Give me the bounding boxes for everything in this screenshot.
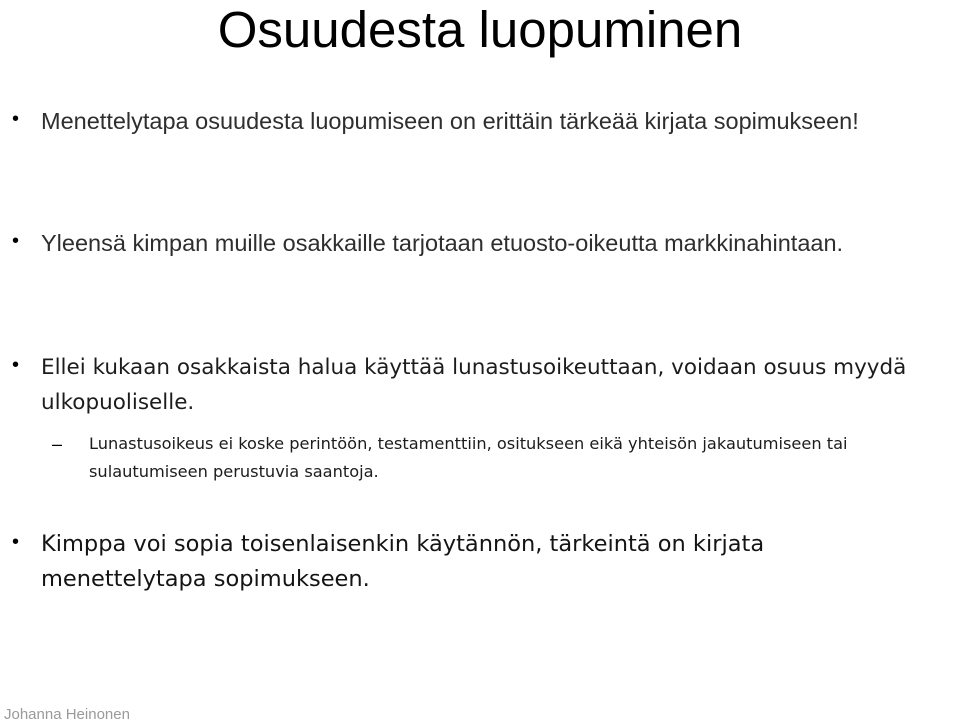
bullet-text: Ellei kukaan osakkaista halua käyttää lunastusoikeuttaan, voidaan osuus myydä ulkopuoliselle. bbox=[41, 355, 907, 415]
slide-title: Osuudesta luopuminen bbox=[217, 1, 743, 58]
bullet-dot-icon: • bbox=[12, 230, 20, 252]
footer-author: Johanna Heinonen bbox=[4, 706, 130, 723]
bullet-dot-icon: • bbox=[12, 531, 20, 553]
bullet-text: Kimppa voi sopia toisenlaisenkin käytännön, tärkeintä on kirjata menettelytapa sopimukseen. bbox=[41, 531, 765, 592]
bullet-dot-icon: • bbox=[12, 108, 20, 130]
bullet-dot-icon: • bbox=[12, 354, 20, 376]
dash-icon: – bbox=[52, 434, 63, 454]
sub-bullet-text: Lunastusoikeus ei koske perintöön, testamenttiin, ositukseen eikä yhteisön jakautumiseen tai sulautumiseen perustuvia saantoja. bbox=[89, 434, 848, 481]
bullet-text: Yleensä kimpan muille osakkaille tarjotaan etuosto-oikeutta markkinahintaan. bbox=[41, 230, 844, 256]
bullet-text: Menettelytapa osuudesta luopumiseen on erittäin tärkeää kirjata sopimukseen! bbox=[41, 108, 859, 134]
